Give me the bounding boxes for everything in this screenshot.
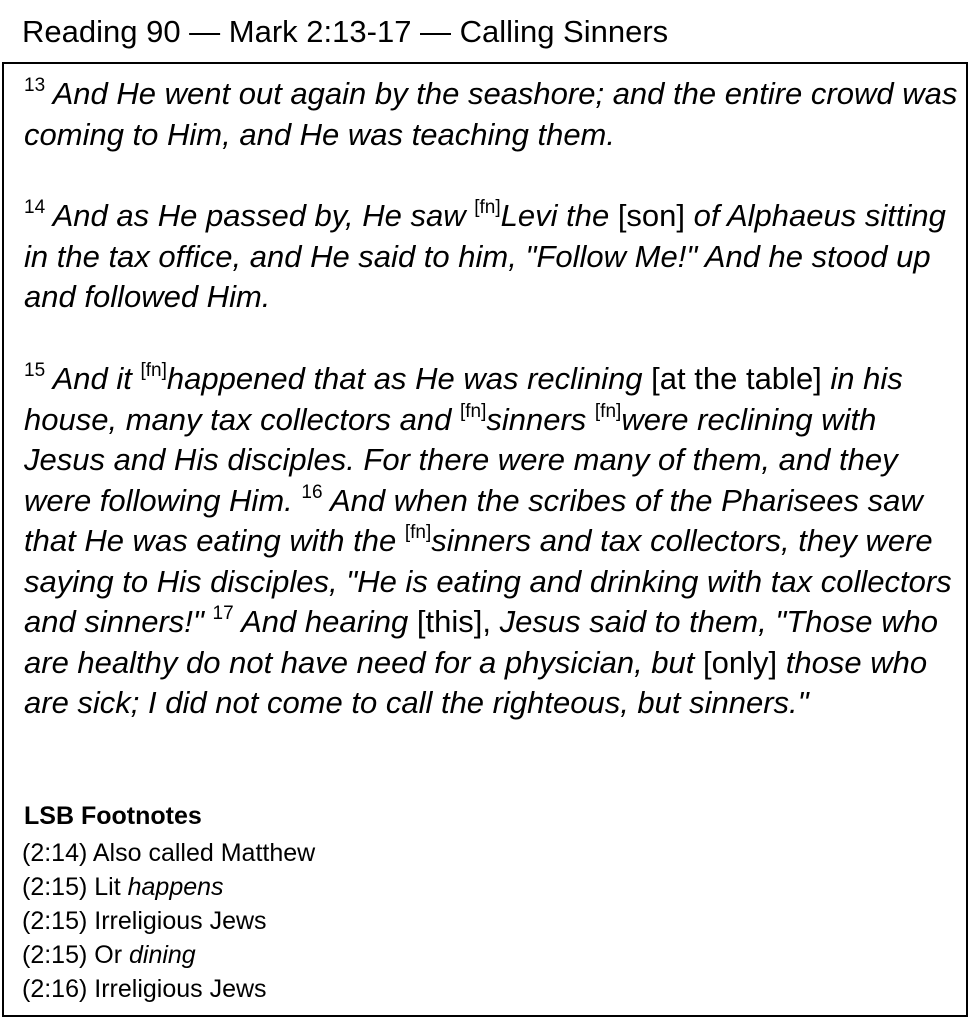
footnotes-heading: LSB Footnotes [24, 802, 202, 830]
paragraph-verse-13 [24, 74, 959, 155]
verse-text: And hearing [233, 604, 417, 639]
footnote-ref: (2:15) [22, 907, 95, 935]
supplied-word: [at the table] [651, 361, 822, 396]
verse-text: And He went out again by the seashore; and the entire crowd was coming to Him, and He was teaching them. [24, 76, 958, 152]
footnote-text: Irreligious Jews [94, 907, 267, 935]
verse-text: of Alphaeus sitting in the tax office, and He said to him, "Follow Me!" And he stood up and followed Him. [24, 198, 946, 314]
passage-box [2, 62, 968, 1017]
footnote-marker[interactable]: [fn] [594, 400, 622, 422]
footnote-marker[interactable]: [fn] [474, 197, 501, 218]
verse-number: 17 [212, 603, 234, 624]
verse-text: sinners and tax collectors, they were saying to His disciples, "He is eating and drinking with tax collectors and sinners!" [24, 523, 952, 639]
verse-text: Levi the [500, 198, 618, 233]
footnote-marker[interactable]: [fn] [404, 522, 432, 543]
footnote-ref: (2:16) [22, 975, 95, 1003]
footnote-emphasis: dining [128, 941, 196, 969]
footnote-text: Irreligious Jews [94, 975, 267, 1003]
supplied-word: [son] [617, 198, 686, 233]
verse-number: 15 [24, 360, 46, 381]
footnote-marker[interactable]: [fn] [459, 400, 487, 422]
verse-text: Jesus said to them, "Those who are healthy do not have need for a physician, but [24, 604, 938, 680]
paragraph-verse-14 [24, 196, 959, 318]
footnote-ref: (2:15) [22, 873, 95, 901]
verse-number: 14 [24, 197, 46, 218]
footnote-text: Also called Matthew [92, 839, 316, 867]
footnote-item [22, 836, 315, 870]
verse-number: 16 [301, 481, 323, 503]
footnote-item [22, 870, 315, 904]
verse-text: And as He passed by, He saw [45, 198, 475, 233]
supplied-word: [this] [416, 604, 483, 639]
verse-text: in his house, many tax collectors and [24, 361, 903, 437]
footnotes-list [22, 836, 315, 1006]
footnote-text: Lit [94, 873, 128, 901]
verse-text: those who are sick; I did not come to call the righteous, but sinners." [24, 644, 928, 720]
paragraph-verse-15-17 [24, 359, 959, 724]
footnote-item [22, 972, 315, 1006]
footnote-item [22, 938, 315, 972]
verse-text: were reclining with Jesus and His disciples. For there were many of them, and they were following Him. [24, 401, 898, 518]
verse-number: 13 [24, 75, 46, 96]
verse-text: And it [45, 361, 141, 396]
footnote-item [22, 904, 315, 938]
footnote-text: Or [94, 941, 129, 969]
page-title: Reading 90 — Mark 2:13-17 — Calling Sinners [22, 14, 669, 49]
footnote-ref: (2:14) [22, 839, 93, 867]
verse-text: And when the scribes of the Pharisees saw that He was eating with the [24, 482, 923, 558]
footnote-emphasis: happens [127, 873, 224, 901]
verse-text: sinners [486, 401, 595, 437]
footnote-ref: (2:15) [22, 941, 95, 969]
verse-text: , [482, 604, 500, 639]
footnote-marker[interactable]: [fn] [140, 360, 167, 381]
verse-text: happened that as He was reclining [166, 361, 652, 396]
supplied-word: [only] [703, 644, 778, 680]
